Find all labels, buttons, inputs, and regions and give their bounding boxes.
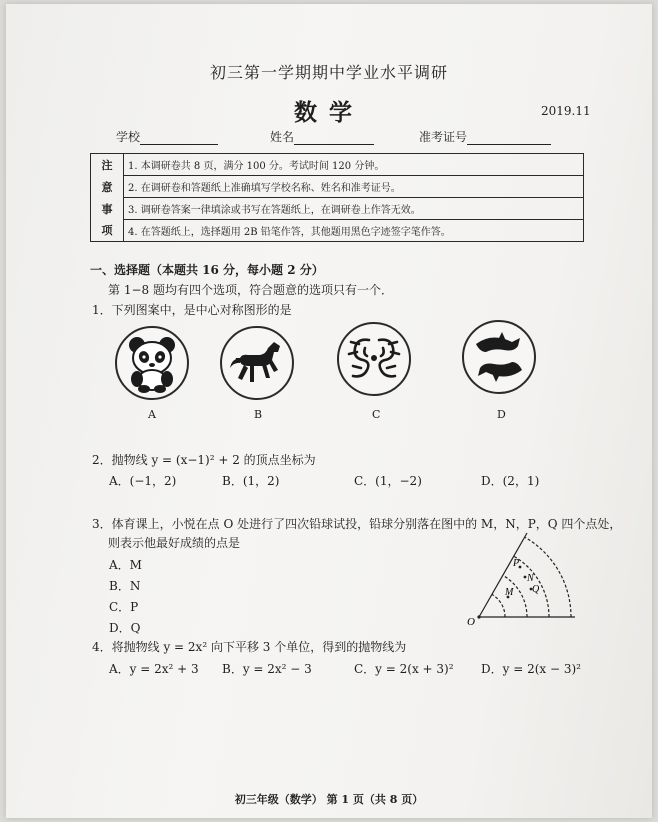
label-m: M: [505, 587, 514, 598]
school-label: 学校: [116, 130, 141, 144]
q2-option-b: B．(1，2): [222, 474, 280, 488]
page-footer: 初三年级（数学） 第 1 页（共 8 页）: [234, 793, 424, 806]
notes-heading-char: 注: [91, 154, 124, 176]
notes-heading-char: 事: [91, 198, 124, 220]
twin-dolphins-icon: [462, 320, 536, 394]
q2-option-c: C．(1，−2): [354, 474, 422, 488]
point-o: [477, 615, 480, 618]
twin-dragons-icon: [337, 322, 411, 396]
notes-box: [90, 153, 584, 242]
horse-icon: [220, 326, 294, 400]
name-field: [270, 128, 374, 145]
notes-item: 4. 在答题纸上，选择题用 2B 铅笔作答，其他题用黑色字迹签字笔作答。: [124, 220, 584, 242]
notes-heading-char: 意: [91, 176, 124, 198]
notes-heading-char: 项: [91, 220, 124, 242]
q1-label-a: A: [148, 408, 156, 421]
school-blank: [140, 132, 218, 145]
q1-label-c: C: [372, 408, 381, 421]
label-q: Q: [532, 584, 540, 595]
q4-option-d: D．y = 2(x − 3)²: [481, 662, 581, 676]
school-field: [116, 128, 218, 145]
label-p: P: [513, 558, 520, 569]
q4-option-c: C．y = 2(x + 3)²: [354, 662, 454, 676]
notes-item: 1. 本调研卷共 8 页，满分 100 分。考试时间 120 分钟。: [124, 154, 584, 176]
q3-option-c: C．P: [109, 600, 139, 614]
notes-item: 2. 在调研卷和答题纸上准确填写学校名称、姓名和准考证号。: [124, 176, 584, 198]
q3-stem: 3．体育课上，小悦在点 O 处进行了四次铅球试投，铅球分别落在图中的 M，N，P，Q 四个点处，: [92, 517, 622, 531]
q2-option-d: D．(2，1): [481, 474, 540, 488]
q2-stem: 2．抛物线 y = (x−1)² + 2 的顶点坐标为: [92, 453, 316, 467]
label-o: O: [467, 616, 475, 628]
q4-option-a: A．y = 2x² + 3: [109, 662, 199, 676]
section-instruction: 第 1−8 题均有四个选项，符合题意的选项只有一个．: [108, 283, 393, 297]
q1-stem: 1．下列图案中，是中心对称图形的是: [92, 303, 292, 317]
section-heading: 一、选择题（本题共 16 分，每小题 2 分）: [90, 263, 324, 277]
q1-label-d: D: [497, 408, 506, 421]
q4-stem: 4．将抛物线 y = 2x² 向下平移 3 个单位，得到的抛物线为: [92, 640, 407, 654]
q3-option-a: A．M: [109, 558, 142, 572]
exam-title: 初三第一学期期中学业水平调研: [209, 63, 448, 82]
name-label: 姓名: [270, 130, 295, 144]
name-blank: [294, 132, 374, 145]
shotput-sector-figure: [465, 525, 585, 630]
q2-option-a: A．(−1，2): [109, 474, 177, 488]
subject-title: 数学: [294, 99, 364, 126]
q4-option-b: B．y = 2x² − 3: [222, 662, 312, 676]
label-n: N: [527, 573, 534, 584]
notes-item: 3. 调研卷答案一律填涂或书写在答题纸上，在调研卷上作答无效。: [124, 198, 584, 220]
q3-option-d: D．Q: [109, 621, 141, 635]
ticket-blank: [467, 132, 551, 145]
q1-label-b: B: [254, 408, 263, 421]
q3-stem-continued: 则表示他最好成绩的点是: [108, 536, 241, 550]
q3-option-b: B．N: [109, 579, 141, 593]
ticket-field: [419, 128, 551, 145]
exam-date: 2019.11: [541, 104, 591, 118]
ticket-label: 准考证号: [419, 130, 468, 144]
point-n: [524, 576, 527, 579]
panda-icon: [115, 326, 189, 400]
